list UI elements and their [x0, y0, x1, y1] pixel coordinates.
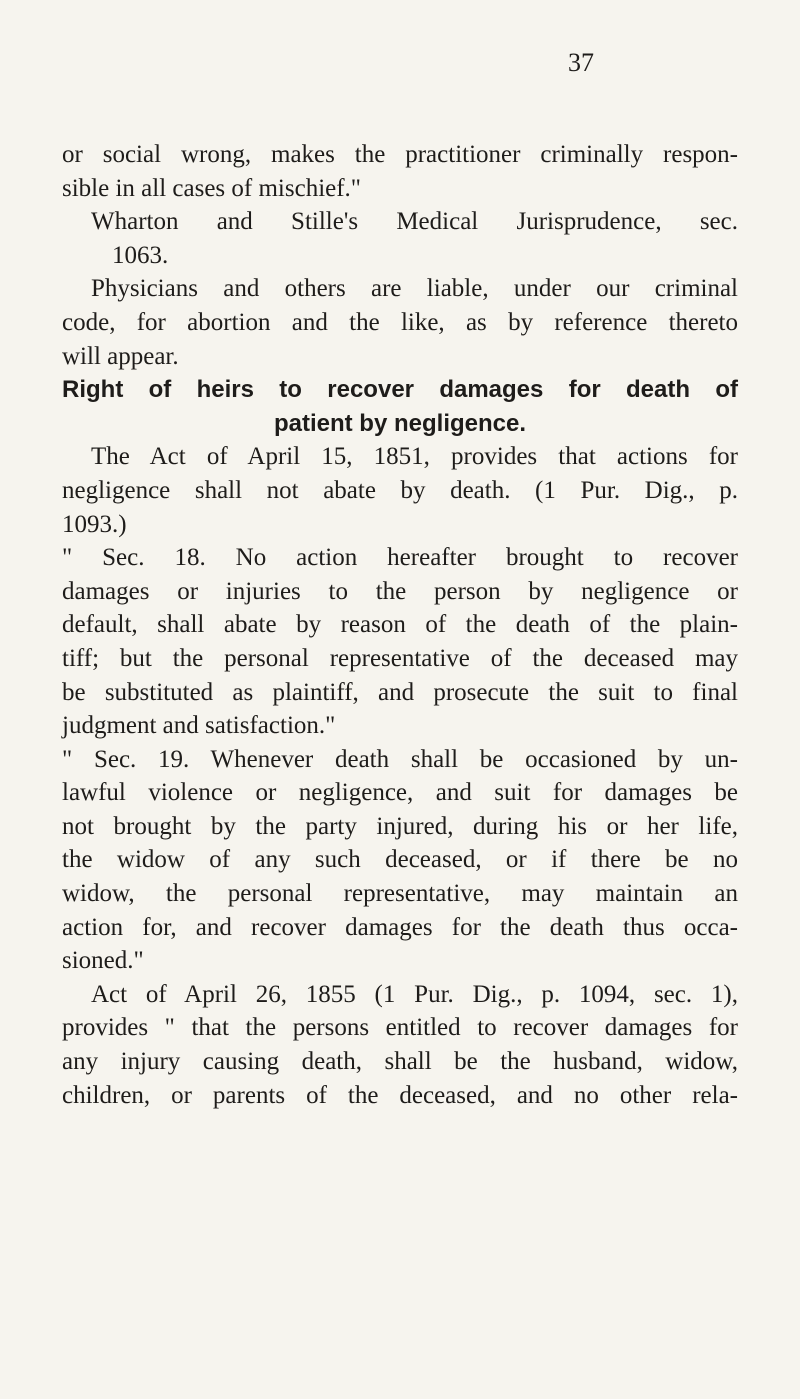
text-line: 1093.) — [62, 510, 127, 538]
text-line: Wharton and Stille's Medical Jurisprudence, sec. — [91, 208, 738, 236]
text-line: judgment and satisfaction." — [62, 712, 336, 740]
text-line: " Sec. 19. Whenever death shall be occasioned by un- — [62, 745, 738, 773]
text-line: negligence shall not abate by death. (1 Pur. Dig., p. — [62, 476, 738, 504]
text-line: children, or parents of the deceased, and no other rela- — [62, 1081, 738, 1109]
text-line: 1063. — [112, 241, 169, 269]
text-line: action for, and recover damages for the death thus occa- — [62, 913, 738, 941]
text-line: lawful violence or negligence, and suit for damages be — [62, 779, 738, 807]
section-heading: patient by negligence. — [273, 409, 527, 437]
text-line: Act of April 26, 1855 (1 Pur. Dig., p. 1094, sec. 1), — [91, 980, 738, 1008]
text-line: provides " that the persons entitled to recover damages for — [62, 1014, 738, 1042]
text-line: sioned." — [62, 947, 144, 975]
section-heading: Right of heirs to recover damages for death of — [62, 376, 738, 404]
text-line: sible in all cases of mischief." — [62, 174, 362, 202]
text-line: or social wrong, makes the practitioner criminally respon- — [62, 141, 738, 168]
text-line: not brought by the party injured, during his or her life, — [62, 812, 738, 840]
text-line: " Sec. 18. No action hereafter brought to recover — [62, 544, 738, 572]
text-line: the widow of any such deceased, or if there be no — [62, 846, 738, 874]
text-line: default, shall abate by reason of the death of the plain- — [62, 611, 738, 639]
text-line: The Act of April 15, 1851, provides that actions for — [91, 443, 738, 471]
text-line: code, for abortion and the like, as by reference thereto — [62, 308, 738, 336]
body-text — [62, 138, 738, 1112]
text-line: damages or injuries to the person by negligence or — [62, 577, 738, 605]
text-line: Physicians and others are liable, under our criminal — [91, 275, 738, 303]
text-line: be substituted as plaintiff, and prosecute the suit to final — [62, 678, 738, 706]
text-line: widow, the personal representative, may maintain an — [62, 880, 738, 908]
page-number: 37 — [568, 48, 594, 77]
text-line: tiff; but the personal representative of the deceased may — [62, 644, 738, 672]
text-line: any injury causing death, shall be the husband, widow, — [62, 1048, 738, 1076]
text-line: will appear. — [62, 342, 179, 370]
